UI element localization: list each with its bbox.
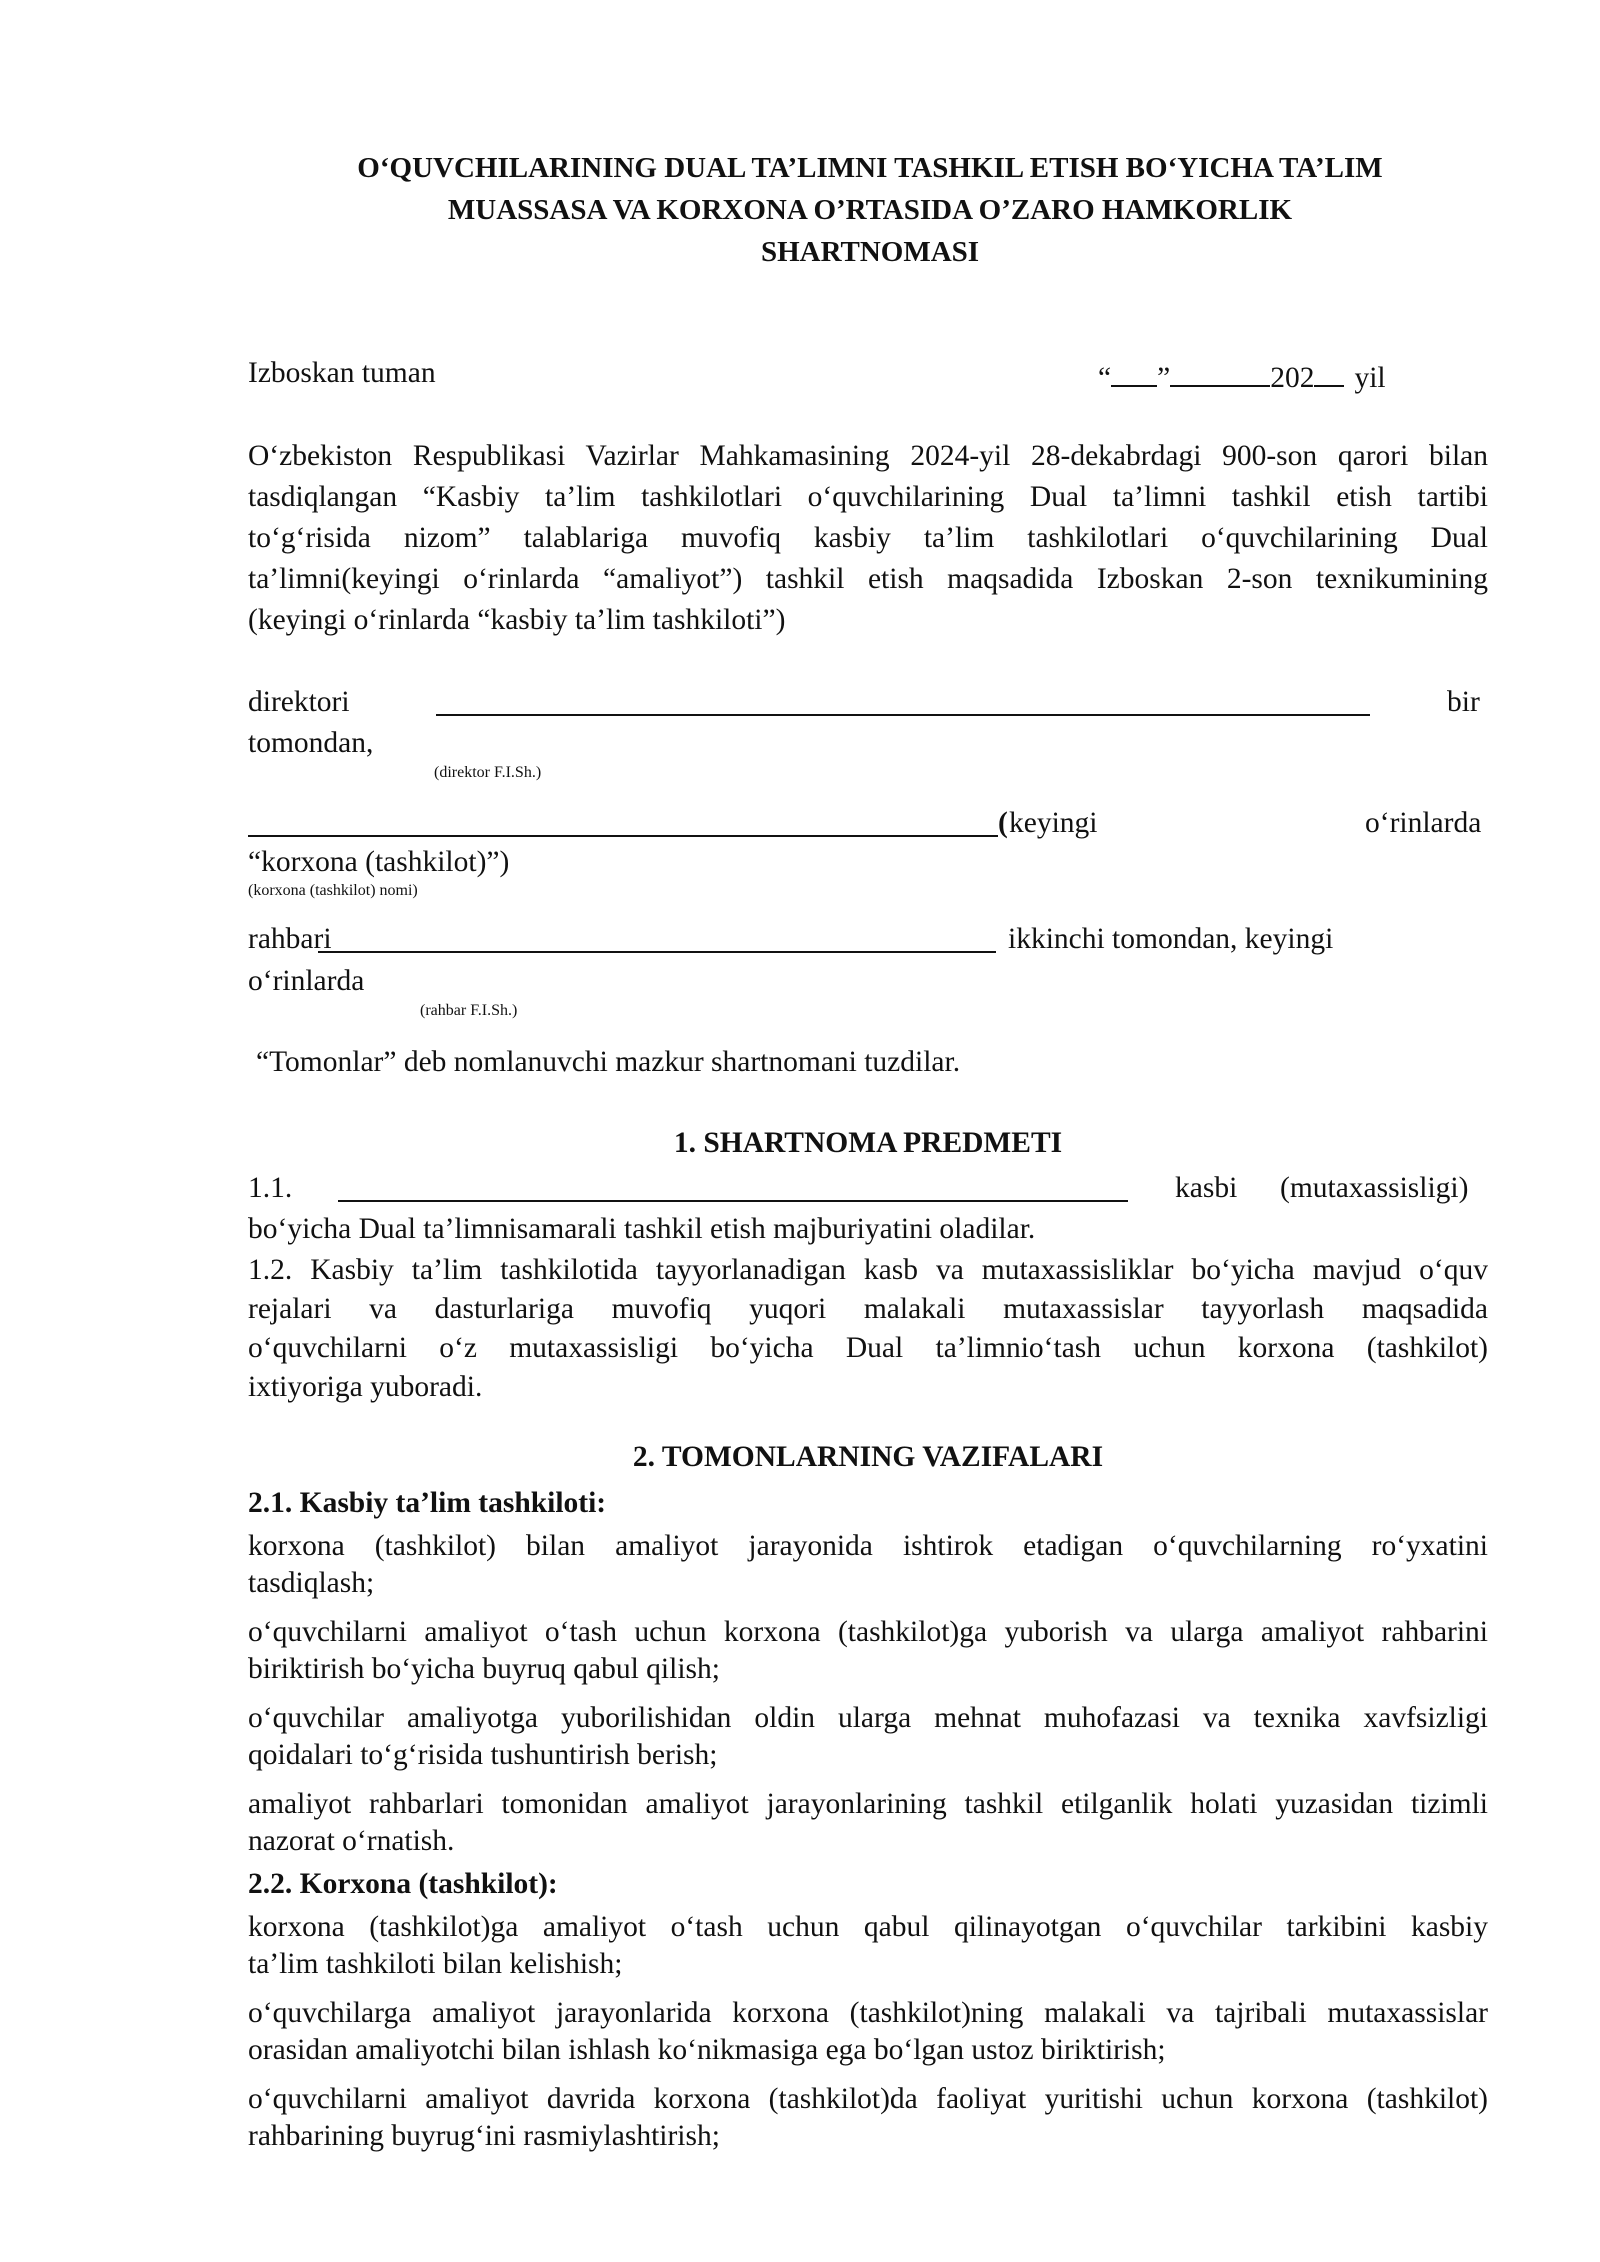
date-yil: yil	[1354, 362, 1386, 394]
section-2-heading: 2. TOMONLARNING VAZIFALARI	[632, 1441, 1104, 1473]
item-2-1-a-line-1: korxona (tashkilot) bilan amaliyot jarayonida ishtirok etadigan o‘quvchilarning ro‘yxatini	[248, 1530, 1488, 1562]
date-year: 202	[1270, 362, 1315, 394]
item-1-2-line-4: ixtiyoriga yuboradi.	[248, 1371, 483, 1403]
intro-line-1: O‘zbekiston Respublikasi Vazirlar Mahkamasining 2024-yil 28-dekabrdagi 900-son qarori bilan	[248, 440, 1488, 472]
document-title-line-1: O‘QUVCHILARINING DUAL TA’LIMNI TASHKIL ETISH BO‘YICHA TA’LIM	[357, 152, 1383, 184]
date-line	[1098, 357, 1386, 395]
section-1-heading: 1. SHARTNOMA PREDMETI	[673, 1127, 1063, 1159]
item-1-2-line-1: 1.2. Kasbiy ta’lim tashkilotida tayyorlanadigan kasb va mutaxassisliklar bo‘yicha mavjud o‘quv	[248, 1254, 1488, 1286]
item-1-2-line-3: o‘quvchilarni o‘z mutaxassisligi bo‘yicha Dual ta’limnio‘tash uchun korxona (tashkilot)	[248, 1332, 1488, 1364]
subsection-2-2-heading: 2.2. Korxona (tashkilot):	[248, 1868, 558, 1900]
item-2-2-a-line-1: korxona (tashkilot)ga amaliyot o‘tash uchun qabul qilinayotgan o‘quvchilar tarkibini kasbiy	[248, 1911, 1488, 1943]
director-tomondan: tomondan,	[248, 727, 374, 759]
company-orinlarda: o‘rinlarda	[1365, 807, 1482, 839]
date-day-blank[interactable]	[1111, 357, 1157, 387]
document-title-line-2: MUASSASA VA KORXONA O’RTASIDA O’ZARO HAMKORLIK	[447, 194, 1293, 226]
subsection-2-1-heading: 2.1. Kasbiy ta’lim tashkiloti:	[248, 1487, 607, 1519]
document-title-line-3: SHARTNOMASI	[760, 236, 980, 268]
item-1-1-number: 1.1.	[248, 1172, 293, 1204]
intro-line-3: to‘g‘risida nizom” talablariga muvofiq kasbiy ta’lim tashkilotlari o‘quvchilarining Dual	[248, 522, 1488, 554]
company-caption: (korxona (tashkilot) nomi)	[248, 882, 418, 899]
company-name-blank[interactable]	[248, 835, 998, 837]
head-caption: (rahbar F.I.Sh.)	[420, 1002, 518, 1019]
company-keyingi: keyingi	[1009, 807, 1098, 839]
item-1-1-blank[interactable]	[338, 1200, 1128, 1202]
company-paren: (	[998, 807, 1008, 839]
head-name-blank[interactable]	[318, 951, 996, 953]
item-2-1-d-line-2: nazorat o‘rnatish.	[248, 1825, 455, 1857]
tomonlar-statement: “Tomonlar” deb nomlanuvchi mazkur shartnomani tuzdilar.	[256, 1046, 961, 1078]
item-2-2-b-line-1: o‘quvchilarga amaliyot jarayonlarida korxona (tashkilot)ning malakali va tajribali mutaxassislar	[248, 1997, 1488, 2029]
director-caption: (direktor F.I.Sh.)	[434, 764, 542, 781]
item-2-2-a-line-2: ta’lim tashkiloti bilan kelishish;	[248, 1948, 623, 1980]
director-label: direktori	[248, 686, 350, 718]
intro-line-4: ta’limni(keyingi o‘rinlarda “amaliyot”) tashkil etish maqsadida Izboskan 2-son texnikumining	[248, 563, 1488, 595]
place-name: Izboskan tuman	[248, 357, 436, 389]
item-1-1-kasbi: kasbi	[1175, 1172, 1238, 1204]
date-year-blank[interactable]	[1314, 357, 1344, 387]
item-2-1-b-line-1: o‘quvchilarni amaliyot o‘tash uchun korxona (tashkilot)ga yuborish va ularga amaliyot rahbarini	[248, 1616, 1488, 1648]
item-1-1-line-2: bo‘yicha Dual ta’limnisamarali tashkil etish majburiyatini oladilar.	[248, 1213, 1036, 1245]
item-2-1-c-line-1: o‘quvchilar amaliyotga yuborilishidan oldin ularga mehnat muhofazasi va texnika xavfsizligi	[248, 1702, 1488, 1734]
item-2-1-d-line-1: amaliyot rahbarlari tomonidan amaliyot jarayonlarining tashkil etilganlik holati yuzasidan tizimli	[248, 1788, 1488, 1820]
item-2-1-b-line-2: biriktirish bo‘yicha buyruq qabul qilish;	[248, 1653, 720, 1685]
item-2-1-a-line-2: tasdiqlash;	[248, 1567, 375, 1599]
company-korxona-label: “korxona (tashkilot)”)	[248, 846, 510, 878]
item-2-1-c-line-2: qoidalari to‘g‘risida tushuntirish berish;	[248, 1739, 718, 1771]
intro-line-2: tasdiqlangan “Kasbiy ta’lim tashkilotlari o‘quvchilarining Dual ta’limni tashkil etish tartibi	[248, 481, 1488, 513]
head-orinlarda: o‘rinlarda	[248, 965, 365, 997]
item-1-2-line-2: rejalari va dasturlariga muvofiq yuqori malakali mutaxassislar tayyorlash maqsadida	[248, 1293, 1488, 1325]
date-open-quote: “	[1098, 362, 1112, 394]
date-close-quote: ”	[1157, 362, 1171, 394]
director-name-blank[interactable]	[436, 714, 1370, 716]
director-bir: bir	[1447, 686, 1480, 718]
item-2-2-c-line-1: o‘quvchilarni amaliyot davrida korxona (tashkilot)da faoliyat yuritishi uchun korxona (tashkilot)	[248, 2083, 1488, 2115]
item-2-2-c-line-2: rahbarining buyrug‘ini rasmiylashtirish;	[248, 2120, 720, 2152]
head-after: ikkinchi tomondan, keyingi	[1008, 923, 1334, 955]
intro-line-5: (keyingi o‘rinlarda “kasbiy ta’lim tashkiloti”)	[248, 604, 786, 636]
item-2-2-b-line-2: orasidan amaliyotchi bilan ishlash ko‘nikmasiga ega bo‘lgan ustoz biriktirish;	[248, 2034, 1166, 2066]
date-month-blank[interactable]	[1170, 357, 1270, 387]
head-label: rahbari	[248, 923, 332, 955]
item-1-1-mutaxassisligi: (mutaxassisligi)	[1280, 1172, 1469, 1204]
